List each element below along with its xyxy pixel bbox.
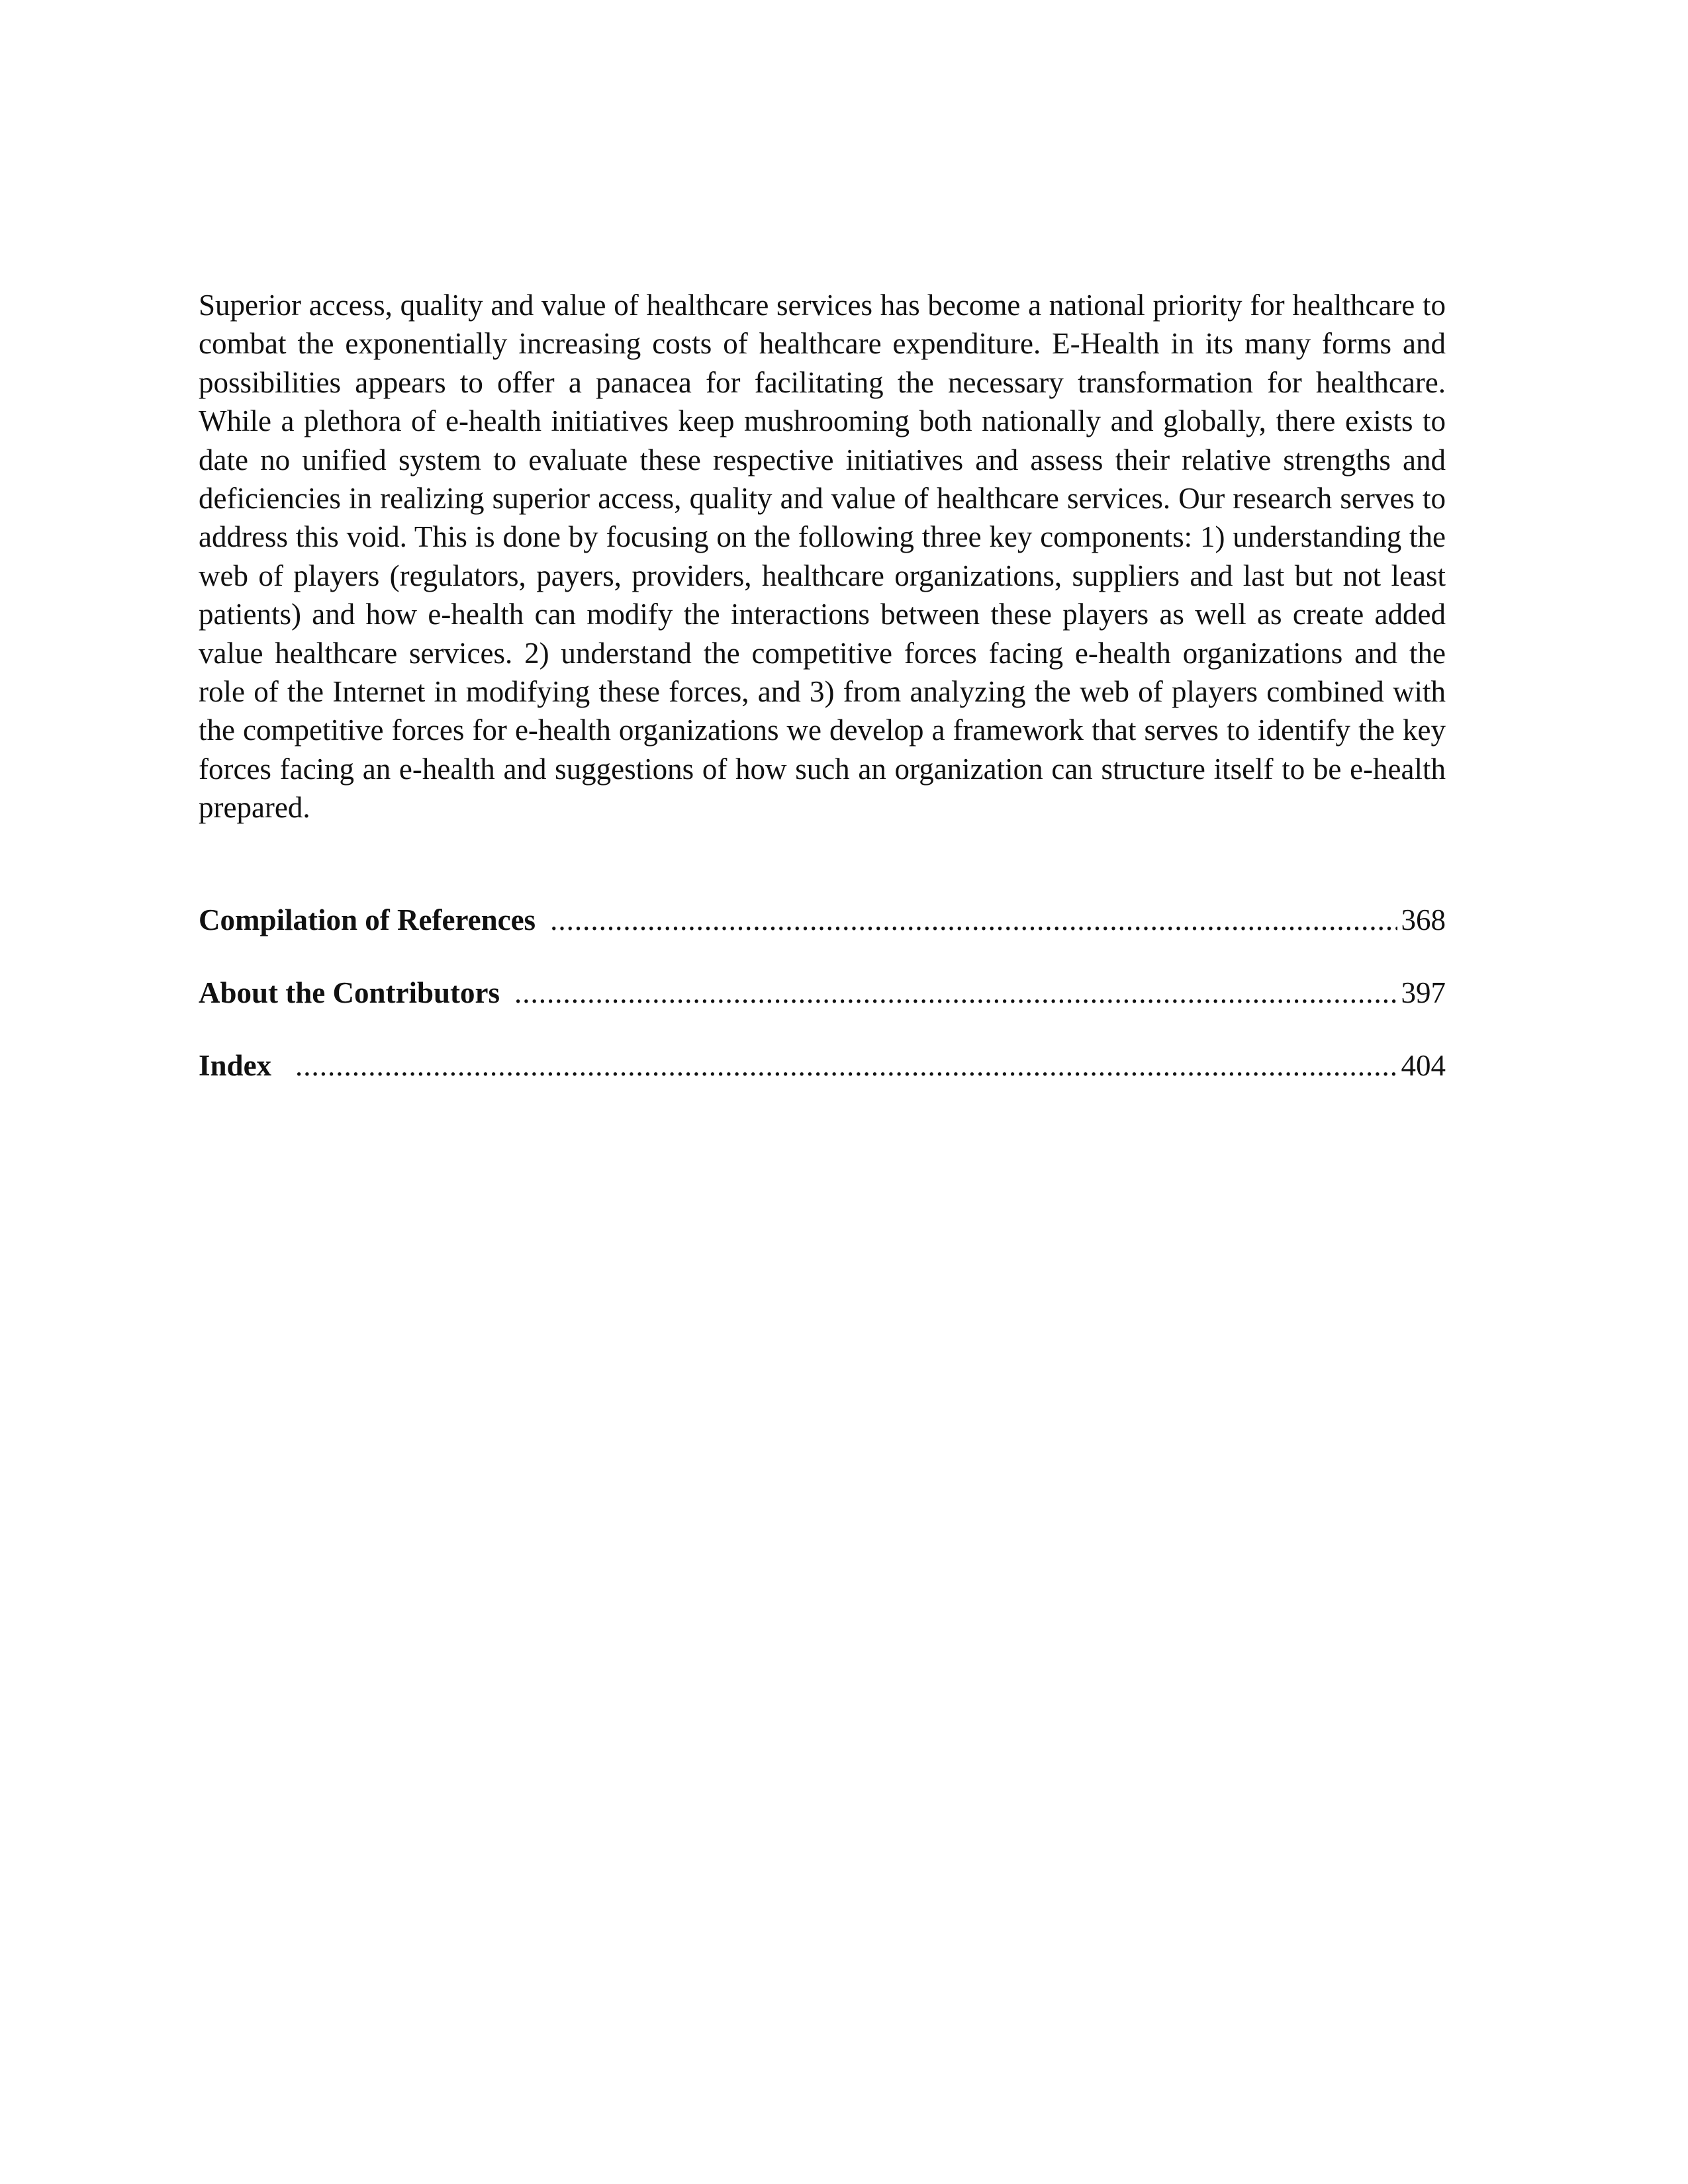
- toc-entry-index[interactable]: [199, 1047, 1446, 1084]
- abstract-paragraph: Superior access, quality and value of healthcare services has become a national priority for healthcare to combat the exponentially increasing costs of healthcare expenditure. E-Health in its many forms and possibilities appears to offer a panacea for facilitating the necessary transformation for healthcare. While a plethora of e-health initiatives keep mushrooming both nationally and globally, there exists to date no unified system to evaluate these respective initiatives and assess their relative strengths and deficiencies in realizing superior access, quality and value of healthcare services. Our research serves to address this void. This is done by focusing on the following three key components: 1) understanding the web of players (regulators, payers, providers, healthcare organizations, suppliers and last but not least patients) and how e-health can modify the interactions between these players as well as create added value healthcare services. 2) understand the competitive forces facing e-health organizations and the role of the Internet in modifying these forces, and 3) from analyzing the web of players combined with the competitive forces for e-health organizations we develop a framework that serves to identify the key forces facing an e-health and suggestions of how such an organization can structure itself to be e-health prepared.: [199, 289, 1446, 825]
- toc-dot-leader: [295, 1047, 1397, 1084]
- toc-entry-about-the-contributors[interactable]: [199, 974, 1446, 1011]
- toc-entry-page-number: 368: [1401, 903, 1446, 936]
- toc-entry-page-number: 397: [1401, 976, 1446, 1009]
- toc-dot-leader: [514, 974, 1397, 1011]
- toc-entry-title: Index: [199, 1049, 272, 1082]
- toc-dot-leader: [550, 901, 1397, 938]
- toc-entry-title: Compilation of References: [199, 903, 536, 936]
- table-of-contents: [199, 901, 1446, 1120]
- toc-entry-page-number: 404: [1401, 1049, 1446, 1082]
- toc-entry-title: About the Contributors: [199, 976, 500, 1009]
- toc-entry-compilation-of-references[interactable]: [199, 901, 1446, 938]
